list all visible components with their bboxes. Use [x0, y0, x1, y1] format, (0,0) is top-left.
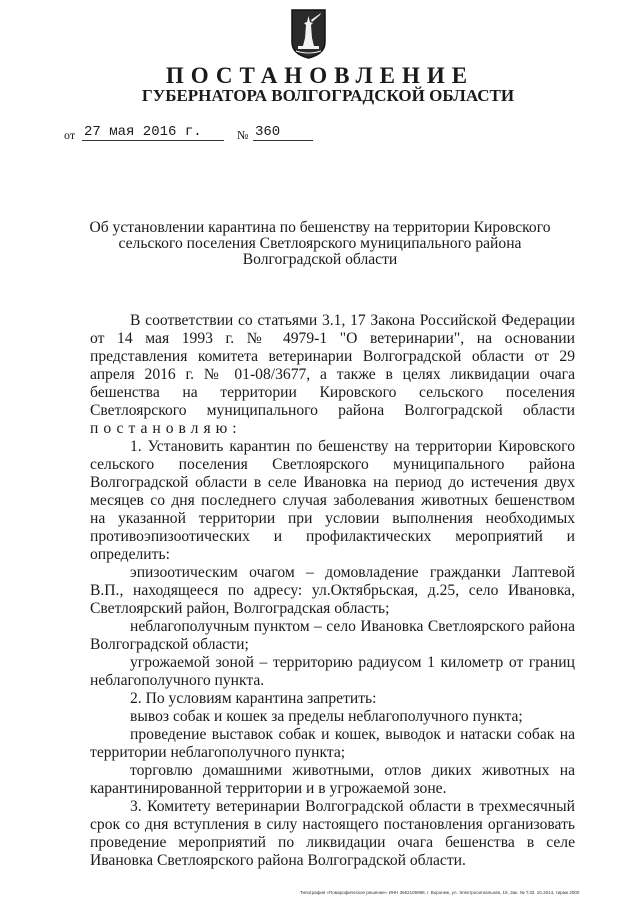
issuer-title: ГУБЕРНАТОРА ВОЛГОГРАДСКОЙ ОБЛАСТИ	[141, 86, 515, 105]
decree-title: ПОСТАНОВЛЕНИЕ	[165, 63, 475, 88]
document-body	[90, 312, 575, 870]
printer-footer: Типография «Поварофическое решение» ИНН 3662106998, г. Воронеж, ул. Электросигнальная, 19, Зак. № Т.33. 10.2014, тираж 2000	[300, 890, 580, 895]
clause-1-outbreak: эпизоотическим очагом – домовладение гражданки Лаптевой В.П., находящееся по адресу: ул.Октябрьская, д.25, село Ивановка, Светлоярский район, Волгоградская область;	[90, 564, 575, 617]
subject-line: сельского поселения Светлоярского муниципального района	[118, 235, 522, 252]
clause-1-threatened-zone: угрожаемой зоной – территорию радиусом 1 километр от границ неблагополучного пункта.	[90, 654, 575, 689]
clause-2-exhibitions: проведение выставок собак и кошек, выводок и натаски собак на территории неблагополучного пункта;	[90, 726, 575, 761]
intro-text: В соответствии со статьями 3.1, 17 Закона Российской Федерации от 14 мая 1993 г. № 4979-1 "О ветеринарии", на основании представления комитета ветеринарии Волгоградской области от 29 апреля 2016 г. № 01-08/3677, а также в целях ликвидации очага бешенства на территории Кировского сельского поселения Светлоярского муниципального района Волгоградской области	[90, 312, 575, 419]
clause-1: 1. Установить карантин по бешенству на территории Кировского сельского поселения Светлоярского муниципального района Волгоградской области в селе Ивановка на период до истечения двух месяцев со дня последнего случая заболевания животных бешенством на указанной территории при условии выполнения необходимых противоэпизоотических и профилактических мероприятий и определить:	[90, 438, 575, 563]
decree-date: 27 мая 2016 г.	[82, 124, 224, 141]
clause-2-export: вывоз собак и кошек за пределы неблагополучного пункта;	[130, 708, 523, 725]
decree-number: 360	[253, 124, 313, 141]
clause-2-trade: торговлю домашними животными, отлов диких животных на карантинированной территории и в угрожаемой зоне.	[90, 762, 575, 797]
clause-1-unfavorable-point: неблагополучным пунктом – село Ивановка Светлоярского района Волгоградской области;	[90, 618, 575, 653]
document-subject	[80, 220, 560, 268]
number-label: №	[237, 128, 249, 142]
coat-of-arms-icon	[290, 8, 327, 60]
decree-word: постановляю:	[90, 420, 242, 437]
subject-line: Об установлении карантина по бешенству на территории Кировского	[89, 219, 551, 236]
clause-2: 2. По условиям карантина запретить:	[130, 690, 377, 707]
subject-line: Волгоградской области	[242, 251, 398, 268]
intro-paragraph	[90, 312, 575, 438]
date-label: от	[64, 128, 76, 142]
clause-3: 3. Комитету ветеринарии Волгоградской области в трехмесячный срок со дня вступления в силу настоящего постановления организовать проведение мероприятий по ликвидации очага бешенства в селе Ивановка Светлоярского района Волгоградской области.	[90, 798, 575, 869]
